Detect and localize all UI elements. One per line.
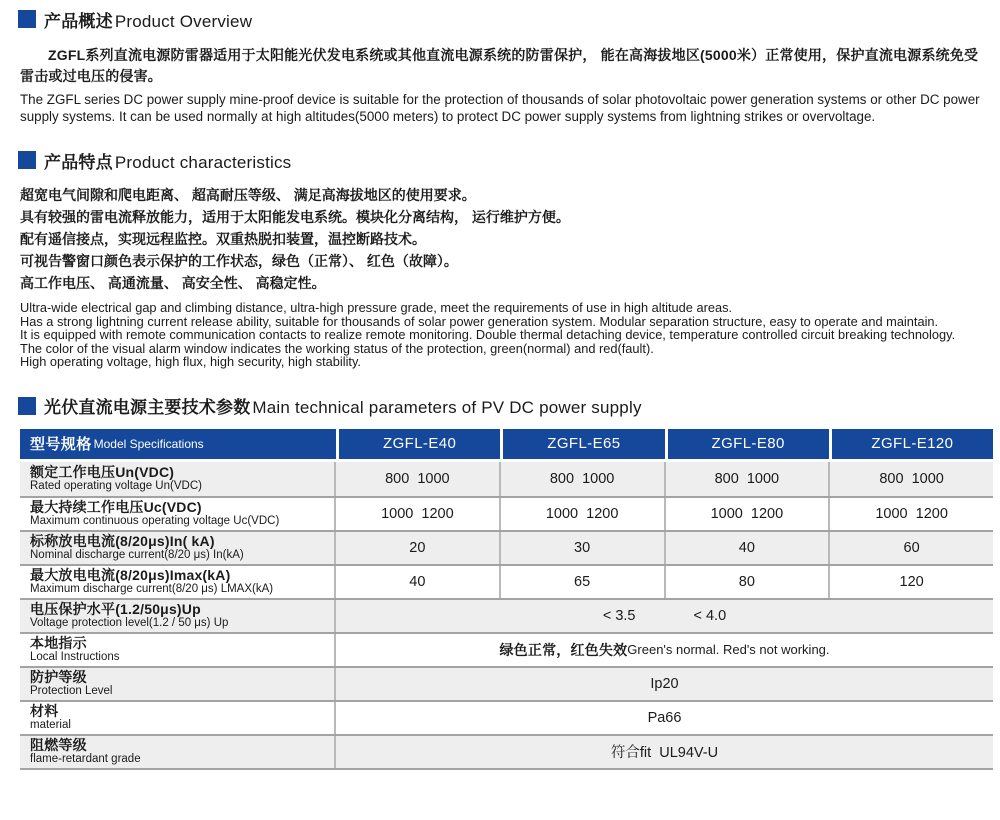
characteristics-title-en: Product characteristics bbox=[114, 152, 292, 172]
row-span-value bbox=[336, 600, 993, 632]
row-span-value: Pa66 bbox=[647, 709, 682, 726]
row-label-zh: 最大放电电流(8/20μs)Imax(kA) bbox=[30, 567, 231, 584]
row-label-en: Maximum discharge current(8/20 μs) LMAX(kA) bbox=[30, 583, 274, 596]
value-cell: 120 bbox=[828, 566, 993, 598]
table-header-model: ZGFL-E65 bbox=[500, 429, 664, 459]
row-label-zh: 本地指示 bbox=[30, 635, 87, 652]
table-row-protection-level bbox=[20, 666, 993, 700]
row-label bbox=[20, 498, 336, 530]
table-header-model: ZGFL-E80 bbox=[665, 429, 829, 459]
row-label-en: flame-retardant grade bbox=[30, 753, 141, 766]
feature-zh: 可视告警窗口颜色表示保护的工作状态，绿色（正常）、 红色（故障）。 bbox=[20, 253, 458, 269]
overview-title-en: Product Overview bbox=[114, 11, 253, 31]
table-row-flame-retardant-grade bbox=[20, 734, 993, 768]
table-header-label-en: Model Specifications bbox=[93, 436, 204, 451]
value-cell: 1000 1200 bbox=[381, 505, 454, 522]
parameters-title-zh: 光伏直流电源主要技术参数 bbox=[44, 398, 251, 418]
row-label-en: Nominal discharge current(8/20 μs) In(kA) bbox=[30, 549, 244, 562]
row-label-en: Local Instructions bbox=[30, 651, 120, 664]
row-label-en: Rated operating voltage Un(VDC) bbox=[30, 480, 202, 493]
table-row-max-continuous-voltage bbox=[20, 496, 993, 530]
table-row-material bbox=[20, 700, 993, 734]
row-span-value: 符合fit UL94V-U bbox=[610, 745, 719, 762]
table-row-voltage-protection-level bbox=[20, 598, 993, 632]
characteristics-title-zh: 产品特点 bbox=[44, 152, 113, 172]
table-header-label bbox=[20, 429, 336, 459]
row-values bbox=[336, 462, 993, 496]
row-values bbox=[336, 532, 993, 564]
value-cell: 800 1000 bbox=[385, 470, 450, 487]
value-cell: 1000 1200 bbox=[828, 498, 993, 530]
feature-list-zh bbox=[20, 184, 986, 294]
feature-zh: 超宽电气间隙和爬电距离、 超高耐压等级、 满足高海拔地区的使用要求。 bbox=[20, 187, 476, 203]
value-cell: 800 1000 bbox=[664, 462, 829, 496]
value-cell: 20 bbox=[409, 539, 426, 556]
table-header-row bbox=[20, 429, 993, 462]
parameters-title-en: Main technical parameters of PV DC power supply bbox=[252, 398, 642, 418]
parameters-header bbox=[18, 395, 1000, 417]
section-characteristics bbox=[0, 149, 1000, 369]
feature-zh: 具有较强的雷电流释放能力，适用于太阳能发电系统。模块化分离结构， 运行维护方便。 bbox=[20, 209, 570, 225]
value-cell: 60 bbox=[828, 532, 993, 564]
section-parameters bbox=[0, 395, 1000, 770]
overview-title-zh: 产品概述 bbox=[44, 11, 113, 31]
row-label-en: Maximum continuous operating voltage Uc(VDC) bbox=[30, 515, 280, 528]
table-row-nominal-discharge-current bbox=[20, 530, 993, 564]
overview-title bbox=[44, 7, 252, 32]
value-cell: < 4.0 bbox=[693, 607, 727, 624]
parameters-table bbox=[20, 429, 993, 770]
row-label bbox=[20, 600, 336, 632]
row-label-zh: 材料 bbox=[30, 703, 59, 720]
row-label-zh: 阻燃等级 bbox=[30, 737, 87, 754]
feature-en: Ultra-wide electrical gap and climbing distance, ultra-high pressure grade, meet the requirements of use in high altitude areas. bbox=[20, 300, 733, 315]
feature-en: Has a strong lightning current release ability, suitable for thousands of solar power generation system. Modular separation structure, easy to operate and maintain. bbox=[20, 313, 939, 329]
feature-zh: 配有遥信接点，实现远程监控。双重热脱扣装置，温控断路技术。 bbox=[20, 231, 426, 247]
table-row-max-discharge-current bbox=[20, 564, 993, 598]
characteristics-title bbox=[44, 148, 291, 173]
value-cell: 65 bbox=[499, 566, 664, 598]
value-cell: 30 bbox=[499, 532, 664, 564]
feature-en: High operating voltage, high flux, high security, high stability. bbox=[20, 354, 361, 370]
row-label bbox=[20, 566, 336, 598]
overview-paragraph-en: The ZGFL series DC power supply mine-proof device is suitable for the protection of thousands of solar photovoltaic power generation systems or other DC power supply systems. It can be used normally at high altitudes(5000 meters) to protect DC power supply systems from lightning strikes or overvoltage. bbox=[20, 92, 980, 124]
row-label bbox=[20, 668, 336, 700]
blue-square-icon bbox=[18, 397, 36, 415]
row-label-zh: 标称放电电流(8/20μs)In( kA) bbox=[30, 533, 215, 550]
row-label-zh: 防护等级 bbox=[30, 669, 87, 686]
value-en: Green's normal. Red's not working. bbox=[627, 642, 830, 658]
table-header-model: ZGFL-E40 bbox=[336, 429, 500, 459]
value-zh: 绿色正常，红色失效 bbox=[499, 641, 628, 658]
row-label-en: material bbox=[30, 719, 71, 732]
row-label-zh: 最大持续工作电压Uc(VDC) bbox=[30, 499, 202, 516]
blue-square-icon bbox=[18, 10, 36, 28]
feature-zh: 高工作电压、 高通流量、 高安全性、 高稳定性。 bbox=[20, 275, 326, 291]
section-overview bbox=[0, 8, 1000, 125]
table-header-label-zh: 型号规格 bbox=[30, 436, 92, 454]
table-row-rated-voltage bbox=[20, 462, 993, 496]
value-cell: < 3.5 bbox=[602, 607, 636, 624]
feature-en: The color of the visual alarm window indicates the working status of the protection, green(normal) and red(fault). bbox=[20, 340, 654, 356]
feature-en: It is equipped with remote communication contacts to realize remote monitoring. Double thermal detaching device, temperature controlled circuit breaking technology. bbox=[20, 327, 956, 343]
row-values bbox=[336, 498, 993, 530]
row-values bbox=[336, 566, 993, 598]
row-span-value bbox=[336, 634, 993, 666]
row-label-en: Voltage protection level(1.2 / 50 μs) Up bbox=[30, 617, 229, 630]
row-label bbox=[20, 736, 336, 768]
value-cell: 1000 1200 bbox=[499, 498, 664, 530]
value-cell: 40 bbox=[664, 532, 829, 564]
row-label bbox=[20, 462, 336, 496]
blue-square-icon bbox=[18, 151, 36, 169]
overview-header bbox=[18, 8, 1000, 30]
row-label-zh: 额定工作电压Un(VDC) bbox=[30, 464, 175, 481]
overview-paragraph-zh: ZGFL系列直流电源防雷器适用于太阳能光伏发电系统或其他直流电源系统的防雷保护， 能在高海拔地区(5000米）正常使用，保护直流电源系统免受雷击或过电压的侵害。 bbox=[20, 47, 979, 84]
value-cell: 40 bbox=[409, 573, 426, 590]
value-cell: 80 bbox=[664, 566, 829, 598]
parameters-title bbox=[44, 393, 642, 418]
feature-list-en bbox=[20, 301, 992, 369]
value-cell: 800 1000 bbox=[499, 462, 664, 496]
row-label bbox=[20, 634, 336, 666]
characteristics-header bbox=[18, 149, 1000, 171]
value-cell: 800 1000 bbox=[828, 462, 993, 496]
row-label-zh: 电压保护水平(1.2/50μs)Up bbox=[30, 601, 201, 618]
value-cell: 1000 1200 bbox=[664, 498, 829, 530]
row-label bbox=[20, 702, 336, 734]
row-span-value: Ip20 bbox=[650, 675, 679, 692]
row-label-en: Protection Level bbox=[30, 685, 113, 698]
table-header-model: ZGFL-E120 bbox=[829, 429, 993, 459]
row-label bbox=[20, 532, 336, 564]
table-row-local-instructions bbox=[20, 632, 993, 666]
